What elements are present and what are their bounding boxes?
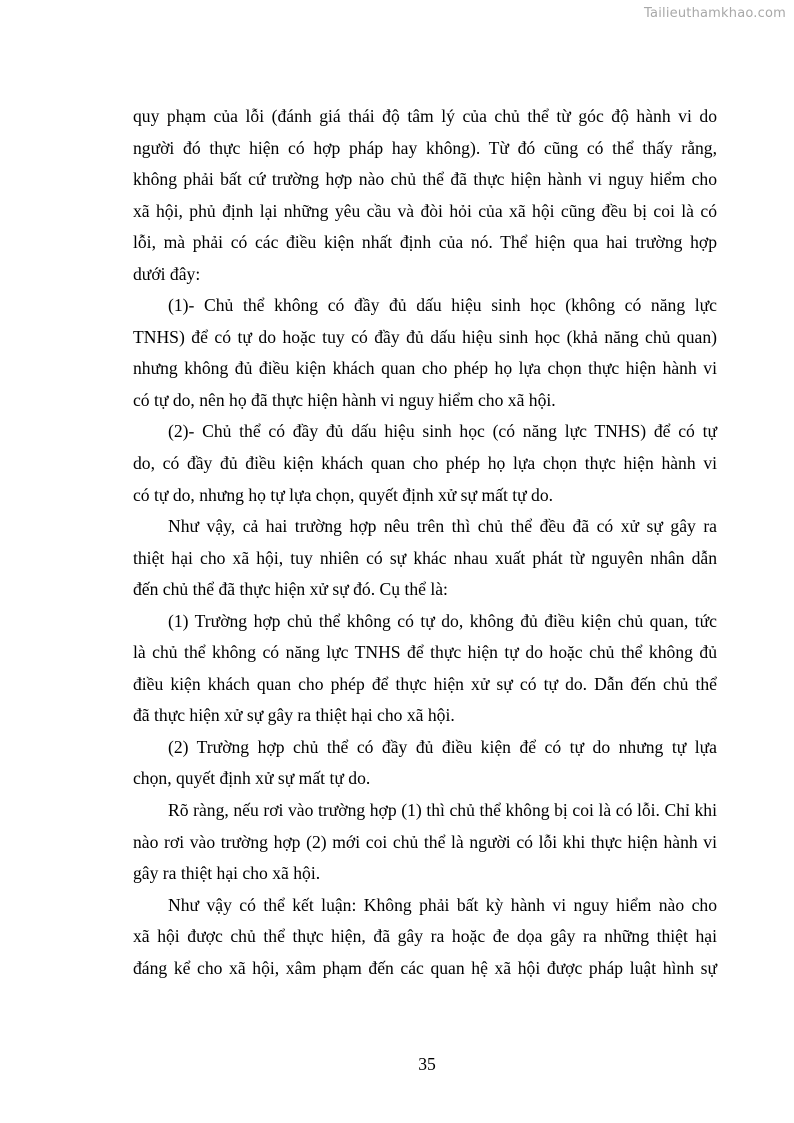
text-line: xã hội, phủ định lại những yêu cầu và đòi hỏi của xã hội cũng đều bị coi là có bbox=[133, 200, 717, 221]
text-line: không phải bất cứ trường hợp nào chủ thể đã thực hiện hành vi nguy hiểm cho bbox=[133, 169, 717, 190]
paragraph bbox=[133, 416, 717, 511]
text-line: dưới đây: bbox=[133, 263, 201, 284]
text-line: người đó thực hiện có hợp pháp hay không). Từ đó cũng có thể thấy rằng, bbox=[133, 137, 717, 158]
text-line: (1)- Chủ thể không có đầy đủ dấu hiệu sinh học (không có năng lực bbox=[168, 295, 717, 316]
paragraph bbox=[133, 290, 717, 416]
text-line: chọn, quyết định xử sự mất tự do. bbox=[133, 768, 371, 789]
text-line: nào rơi vào trường hợp (2) mới coi chủ thể là người có lỗi khi thực hiện hành vi bbox=[133, 831, 717, 852]
text-line: đã thực hiện xử sự gây ra thiệt hại cho xã hội. bbox=[133, 705, 455, 726]
text-line: quy phạm của lỗi (đánh giá thái độ tâm lý của chủ thể từ góc độ hành vi do bbox=[133, 106, 717, 126]
paragraph bbox=[133, 101, 717, 290]
text-line: có tự do, nhưng họ tự lựa chọn, quyết định xử sự mất tự do. bbox=[133, 484, 554, 505]
paragraph bbox=[133, 732, 717, 795]
watermark-text: Tailieuthamkhao.com bbox=[644, 6, 786, 21]
text-line: thiệt hại cho xã hội, tuy nhiên có sự khác nhau xuất phát từ nguyên nhân dẫn bbox=[133, 547, 717, 568]
text-line: lỗi, mà phải có các điều kiện nhất định của nó. Thể hiện qua hai trường hợp bbox=[133, 232, 717, 253]
text-line: có tự do, nên họ đã thực hiện hành vi nguy hiểm cho xã hội. bbox=[133, 389, 556, 410]
paragraph bbox=[133, 795, 717, 890]
text-line: (2) Trường hợp chủ thể có đầy đủ điều kiện để có tự do nhưng tự lựa bbox=[168, 736, 717, 757]
text-line: Rõ ràng, nếu rơi vào trường hợp (1) thì chủ thể không bị coi là có lỗi. Chỉ khi bbox=[168, 800, 717, 821]
paragraph bbox=[133, 606, 717, 732]
text-line: Như vậy, cả hai trường hợp nêu trên thì chủ thể đều đã có xử sự gây ra bbox=[168, 516, 717, 537]
text-line: điều kiện khách quan cho phép để thực hiện xử sự có tự do. Dẫn đến chủ thể bbox=[133, 673, 717, 694]
document-body bbox=[133, 101, 717, 984]
page-number: 35 bbox=[418, 1054, 436, 1074]
text-line: Như vậy có thể kết luận: Không phải bất kỳ hành vi nguy hiểm nào cho bbox=[168, 894, 717, 915]
text-line: đáng kể cho xã hội, xâm phạm đến các quan hệ xã hội được pháp luật hình sự bbox=[133, 957, 717, 978]
text-line: đến chủ thể đã thực hiện xử sự đó. Cụ thể là: bbox=[133, 579, 448, 600]
text-line: TNHS) để có tự do hoặc tuy có đầy đủ dấu hiệu sinh học (khả năng chủ quan) bbox=[133, 326, 717, 347]
text-line: nhưng không đủ điều kiện khách quan cho phép họ lựa chọn thực hiện hành vi bbox=[133, 358, 717, 379]
text-line: do, có đầy đủ điều kiện khách quan cho phép họ lựa chọn thực hiện hành vi bbox=[133, 453, 717, 474]
text-line: gây ra thiệt hại cho xã hội. bbox=[133, 863, 321, 884]
paragraph bbox=[133, 511, 717, 606]
text-line: là chủ thể không có năng lực TNHS để thực hiện tự do hoặc chủ thể không đủ bbox=[133, 642, 717, 663]
paragraph bbox=[133, 890, 717, 985]
text-line: xã hội được chủ thể thực hiện, đã gây ra hoặc đe dọa gây ra những thiệt hại bbox=[133, 926, 717, 947]
text-line: (2)- Chủ thể có đầy đủ dấu hiệu sinh học (có năng lực TNHS) để có tự bbox=[168, 421, 717, 442]
text-line: (1) Trường hợp chủ thể không có tự do, không đủ điều kiện chủ quan, tức bbox=[168, 610, 717, 631]
